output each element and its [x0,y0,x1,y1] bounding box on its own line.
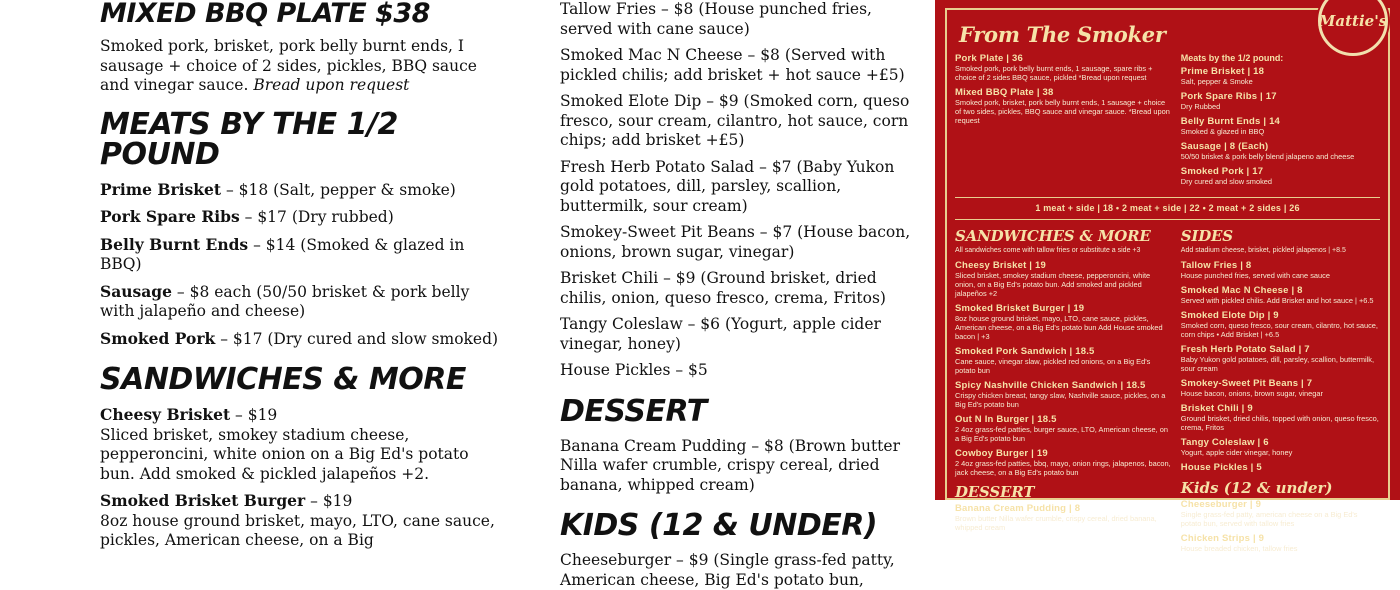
list-item: Tangy Coleslaw – $6 (Yogurt, apple cider vinegar, honey) [560,315,881,353]
item-name: Tangy Coleslaw | 6 [1180,436,1269,448]
item-desc: Smoked corn, queso fresco, sour cream, cilantro, hot sauce, corn chips • Add Brisket | +6.5 [1180,320,1378,339]
item-name: Smoked Pork | 17 [1180,166,1264,178]
sandwiches-list [100,405,502,551]
menu-item [1181,462,1380,473]
meat-name: Sausage [100,281,172,301]
mixed-bbq-plate-note: Bread upon request [253,76,410,95]
item-desc: Sliced brisket, smokey stadium cheese, pepperoncini, white onion, on a Big Ed's potato bun. Add smoked and pickled jalapeños +2 [955,270,1151,298]
menu-item [955,448,1171,477]
meat-name: Belly Burnt Ends [100,234,249,254]
menu-item [955,414,1171,443]
sandwiches-heading: SANDWICHES & MORE [955,227,1151,246]
list-item: Fresh Herb Potato Salad – $7 (Baby Yukon gold potatoes, dill, parsley, scallion, buttermilk, sour cream) [560,157,895,215]
meat-desc: – $14 (Smoked & glazed in BBQ) [100,235,465,274]
list-item: Banana Cream Pudding – $8 (Brown butter Nilla wafer crumble, crispy cereal, dried banana, whipped cream) [560,436,900,494]
smoker-columns [955,53,1380,191]
item-desc: House bacon, onions, brown sugar, vinegar [1180,388,1323,398]
menu-item [955,303,1171,341]
item-name: Cheesy Brisket | 19 [955,259,1046,271]
sandwich-name: Cheesy Brisket [100,405,231,425]
meat-name: Prime Brisket [100,179,222,199]
item-name: Tallow Fries | 8 [1180,259,1252,271]
meat-name: Smoked Pork [100,328,216,348]
menu-item [1181,344,1380,373]
smoker-plates-column [955,53,1171,191]
item-name: Banana Cream Pudding | 8 [955,502,1081,514]
menu-item [955,380,1171,409]
sandwich-price: – $19 [230,406,278,425]
list-item: Smoked Elote Dip – $9 (Smoked corn, queso fresco, sour cream, cilantro, hot sauce, corn chips; add brisket +£5) [560,92,910,150]
item-name: Cheeseburger | 9 [1180,498,1262,510]
divider [955,197,1380,198]
heading-mixed-bbq-plate: MIXED BBQ PLATE $38 [100,0,430,29]
menu-item [1181,403,1380,432]
menu-item [955,260,1171,298]
list-item [100,235,502,275]
sandwiches-subtext: All sandwiches come with tallow fries or substitute a side +3 [955,247,1141,255]
sides-column [1181,225,1380,558]
menu-item [1181,166,1380,186]
item-desc: Crispy chicken breast, tangy slaw, Nashville sauce, pickles, on a Big Ed's potato bun [955,390,1166,409]
item-desc: Baby Yukon gold potatoes, dill, parsley, scallion, buttermilk, sour cream [1180,354,1375,373]
divider [955,219,1380,220]
from-the-smoker-title: From The Smoker [959,22,1166,47]
list-item [100,282,502,322]
meat-combo-pricing: 1 meat + side | 18 • 2 meat + side | 22 • 2 meat + 2 sides | 26 [1035,203,1300,214]
menu-item [1181,66,1380,86]
list-item: Smoked Mac N Cheese – $8 (Served with pickled chilis; add brisket + hot sauce +£5) [560,46,905,84]
item-name: Chicken Strips | 9 [1180,532,1265,544]
mixed-bbq-plate-description [100,37,502,96]
item-name: Spicy Nashville Chicken Sandwich | 18.5 [955,379,1146,391]
menu-item [1181,499,1380,528]
item-name: Smokey-Sweet Pit Beans | 7 [1180,377,1313,389]
item-desc: House punched fries, served with cane sauce [1180,270,1330,280]
list-item: Tallow Fries – $8 (House punched fries, served with cane sauce) [560,0,872,38]
menu-item [955,53,1171,82]
heading-meats-by-the-half-pound: MEATS BY THE 1/2 POUND [100,106,398,172]
dessert-heading: DESSERT [955,482,1035,501]
list-item [100,491,502,551]
heading-sandwiches-and-more: SANDWICHES & MORE [100,362,466,398]
meat-desc: – $17 (Dry cured and slow smoked) [215,329,499,348]
list-item [100,405,502,484]
item-name: Mixed BBQ Plate | 38 [955,87,1054,99]
item-name: Fresh Herb Potato Salad | 7 [1180,343,1310,355]
menu-item [1181,437,1380,457]
item-name: Prime Brisket | 18 [1180,66,1265,77]
item-name: Smoked Pork Sandwich | 18.5 [955,345,1095,357]
heading-dessert: DESSERT [560,393,707,429]
item-desc: Yogurt, apple cider vinegar, honey [1180,447,1293,457]
item-desc: Served with pickled chilis. Add Brisket and hot sauce | +6.5 [1180,295,1374,305]
meat-name: Pork Spare Ribs [100,207,240,227]
item-name: Smoked Elote Dip | 9 [1180,309,1279,321]
item-name: Cowboy Burger | 19 [955,447,1048,459]
item-name: Smoked Brisket Burger | 19 [955,302,1085,314]
sides-heading: SIDES [1180,227,1233,246]
item-name: Pork Spare Ribs | 17 [1180,91,1277,103]
menu-item [1181,378,1380,398]
item-desc: 8oz house ground brisket, mayo, LTO, cane sauce, pickles, American cheese, on a Big Ed's potato bun Add House smoked bacon | +3 [955,313,1163,341]
item-desc: Brown butter Nilla wafer crumble, crispy cereal, dried banana, whipped cream [955,513,1157,533]
sides-subtext: Add stadium cheese, brisket, pickled jalapenos | +8.5 [1180,247,1346,255]
item-desc: Single grass-fed patty, american cheese on a Big Ed's potato bun, served with tallow fries [1180,509,1358,528]
meats-by-half-pound-header: Meats by the 1/2 pound: [1180,53,1284,63]
lower-columns [955,225,1380,558]
kids-list [560,551,917,590]
sides-list [560,0,917,381]
item-desc: 2 4oz grass-fed patties, bbq, mayo, onion rings, jalapenos, bacon, jack cheese, on a Big Ed's potato bun [955,458,1171,477]
menu-item [955,87,1171,125]
list-item: Brisket Chili – $9 (Ground brisket, dried chilis, onion, queso fresco, crema, Fritos) [560,269,886,307]
item-desc: Salt, pepper & Smoke [1180,77,1253,86]
smoker-meats-column [1181,53,1380,191]
menu-item [1181,141,1380,161]
list-item [100,207,502,228]
item-name: Out N In Burger | 18.5 [955,413,1057,425]
list-item: Smokey-Sweet Pit Beans – $7 (House bacon, onions, brown sugar, vinegar) [560,223,911,261]
meat-desc: – $18 (Salt, pepper & smoke) [221,180,456,199]
list-item [100,329,502,350]
transcript-middle-column [520,0,935,589]
item-desc: Smoked pork, pork belly burnt ends, 1 sausage, spare ribs + choice of 2 sides BBQ sauce, pickled *Bread upon request [955,64,1153,83]
menu-item [955,503,1171,532]
item-name: Brisket Chili | 9 [1180,402,1253,414]
matties-logo: Mattie's [1318,0,1388,56]
kids-heading: Kids (12 & under) [1180,478,1333,497]
item-desc: Dry Rubbed [1180,102,1221,112]
item-desc: Smoked & glazed in BBQ [1180,127,1265,137]
meats-list [100,180,502,350]
menu-item [955,346,1171,375]
item-name: Belly Burnt Ends | 14 [1180,116,1281,128]
item-name: House Pickles | 5 [1180,461,1262,473]
sandwich-desc: 8oz house ground brisket, mayo, LTO, cane sauce, pickles, American cheese, on a Big [100,511,495,550]
meat-desc: – $8 each (50/50 brisket & pork belly with jalapeño and cheese) [100,282,470,321]
menu-item [1181,310,1380,339]
menu-item [1181,91,1380,111]
menu-image-panel [935,0,1400,553]
item-desc: House breaded chicken, tallow fries [1180,543,1298,553]
item-desc: 50/50 brisket & pork belly blend jalapeno and cheese [1180,152,1355,162]
list-item: House Pickles – $5 [560,361,708,380]
menu-item [1181,116,1380,136]
item-desc: Ground brisket, dried chilis, topped with onion, queso fresco, crema, Fritos [1180,413,1379,432]
sandwiches-column [955,225,1171,558]
item-desc: Smoked pork, brisket, pork belly burnt ends, 1 sausage + choice of two sides, pickles, BBQ sauce and vinegar sauce. *Bread upon request [955,98,1170,126]
mixed-bbq-plate-text: Smoked pork, brisket, pork belly burnt ends, I sausage + choice of 2 sides, pickles, BBQ sauce and vinegar sauce. [100,37,477,95]
sandwich-desc: Sliced brisket, smokey stadium cheese, pepperoncini, white onion on a Big Ed's potato bun. Add smoked & pickled jalapeños +2. [100,425,469,483]
list-item: Cheeseburger – $9 (Single grass-fed patty, American cheese, Big Ed's potato bun, [560,551,895,589]
item-name: Sausage | 8 (Each) [1180,141,1269,153]
heading-kids: KIDS (12 & UNDER) [560,508,878,544]
menu-item [1181,285,1380,305]
menu-item [1181,533,1380,553]
menu-border-frame [945,8,1390,553]
list-item [100,180,502,201]
menu-item [1181,260,1380,280]
item-desc: 2 4oz grass-fed patties, burger sauce, LTO, American cheese, on a Big Ed's potato bun [955,424,1168,443]
transcript-left-column [0,0,520,550]
meat-desc: – $17 (Dry rubbed) [239,208,394,227]
sandwich-name: Smoked Brisket Burger [100,491,306,511]
item-name: Smoked Mac N Cheese | 8 [1180,284,1303,296]
sandwich-price: – $19 [305,492,353,511]
item-desc: Cane sauce, vinegar slaw, pickled red onions, on a Big Ed's potato bun [955,356,1151,375]
dessert-list [560,437,917,496]
item-desc: Dry cured and slow smoked [1180,177,1272,187]
item-name: Pork Plate | 36 [955,53,1023,64]
